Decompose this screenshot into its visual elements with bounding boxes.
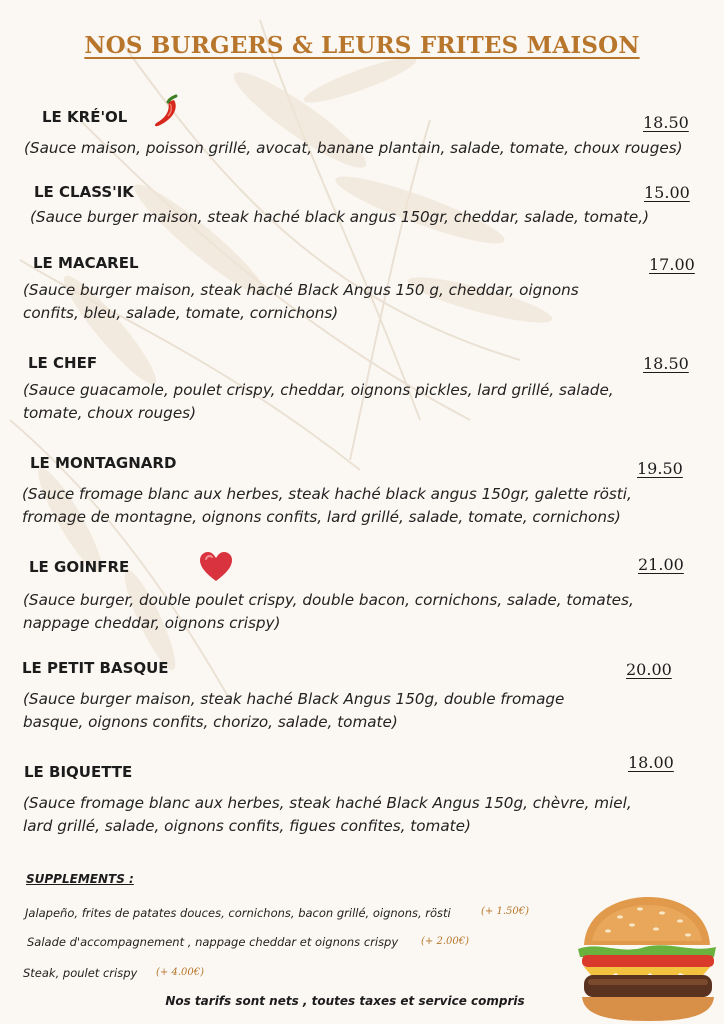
burger-name-biquette: LE BIQUETTE: [24, 763, 133, 781]
supplement-price-1: (+ 1.50€): [481, 906, 529, 917]
burger-description-macarel: (Sauce burger maison, steak haché Black Angus 150 g, cheddar, oignons confits, bleu, salade, tomate, cornichons): [23, 281, 579, 322]
page-title: NOS BURGERS & LEURS FRITES MAISON: [84, 32, 640, 59]
burger-name-montagnard: LE MONTAGNARD: [30, 454, 177, 472]
burger-description-goinfre: (Sauce burger, double poulet crispy, double bacon, cornichons, salade, tomates, nappage cheddar, oignons crispy): [23, 591, 634, 632]
burger-price-biquette: 18.00: [628, 753, 674, 772]
burger-description-biquette: (Sauce fromage blanc aux herbes, steak haché Black Angus 150g, chèvre, miel, lard grillé, salade, oignons confits, figues confites, tomate): [23, 794, 632, 835]
chili-pepper-icon: [150, 94, 184, 130]
burger-description-kreol: (Sauce maison, poisson grillé, avocat, banane plantain, salade, tomate, choux rouges): [24, 139, 683, 157]
burger-name-chef: LE CHEF: [28, 354, 98, 372]
burger-description-petit-basque: (Sauce burger maison, steak haché Black Angus 150g, double fromage basque, oignons confits, chorizo, salade, tomate): [23, 690, 565, 731]
burger-name-kreol: LE KRÉ'OL: [42, 108, 128, 126]
supplement-line-3: Steak, poulet crispy: [23, 966, 138, 980]
burger-illustration: [570, 893, 720, 1024]
heart-icon: [198, 551, 234, 583]
burger-description-chef: (Sauce guacamole, poulet crispy, cheddar, oignons pickles, lard grillé, salade, tomate, choux rouges): [23, 381, 614, 422]
burger-price-montagnard: 19.50: [637, 459, 683, 478]
burger-price-chef: 18.50: [643, 354, 689, 373]
supplement-price-3: (+ 4.00€): [156, 967, 204, 978]
supplements-title: SUPPLEMENTS :: [26, 872, 134, 886]
supplement-line-1: Jalapeño, frites de patates douces, cornichons, bacon grillé, oignons, rösti: [25, 906, 451, 920]
burger-price-kreol: 18.50: [643, 113, 689, 132]
burger-name-goinfre: LE GOINFRE: [29, 558, 130, 576]
burger-name-petit-basque: LE PETIT BASQUE: [22, 659, 169, 677]
price-disclaimer: Nos tarifs sont nets , toutes taxes et service compris: [165, 994, 525, 1008]
burger-price-macarel: 17.00: [649, 255, 695, 274]
burger-description-classik: (Sauce burger maison, steak haché black angus 150gr, cheddar, salade, tomate,): [30, 208, 650, 226]
burger-price-goinfre: 21.00: [638, 555, 684, 574]
supplement-line-2: Salade d'accompagnement , nappage cheddar et oignons crispy: [27, 935, 399, 949]
burger-price-classik: 15.00: [644, 183, 690, 202]
burger-description-montagnard: (Sauce fromage blanc aux herbes, steak haché black angus 150gr, galette rösti, fromage de montagne, oignons confits, lard grillé, salade, tomate, cornichons): [22, 485, 632, 526]
burger-name-macarel: LE MACAREL: [33, 254, 139, 272]
burger-price-petit-basque: 20.00: [626, 660, 672, 679]
supplement-price-2: (+ 2.00€): [421, 936, 469, 947]
burger-name-classik: LE CLASS'IK: [34, 183, 134, 201]
